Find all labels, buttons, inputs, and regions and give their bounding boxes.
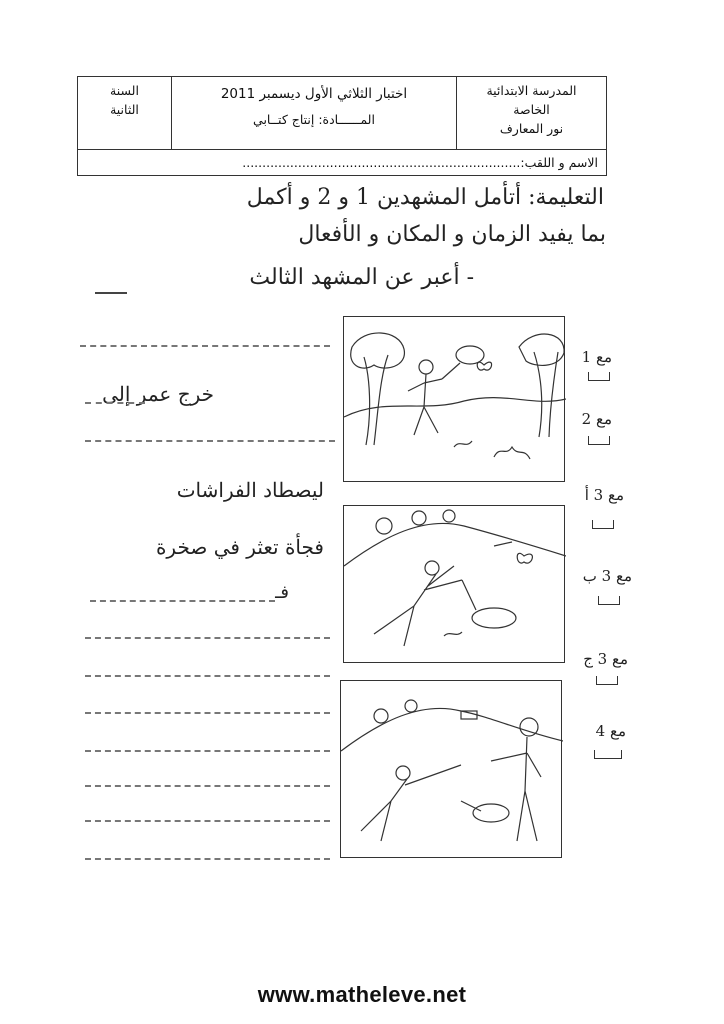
writing-line — [85, 712, 330, 714]
header-table — [77, 76, 607, 176]
mark-box-3 — [592, 520, 614, 529]
instruction-line3: - أعبر عن المشهد الثالث — [249, 265, 474, 290]
exam-cell — [171, 77, 456, 149]
school-name-line2: الخاصة — [513, 102, 550, 117]
mark-label-4: مع 3 ب — [582, 567, 632, 585]
header-top-row — [78, 77, 606, 150]
writing-line — [85, 858, 330, 860]
mark-box-6 — [594, 750, 622, 759]
scene-2-illustration — [343, 505, 565, 663]
grade-cell — [78, 77, 171, 149]
writing-line — [80, 345, 330, 347]
grade-line2: الثانية — [110, 102, 139, 117]
instruction-dash — [95, 292, 127, 294]
school-cell — [456, 77, 606, 149]
mark-label-1: مع 1 — [581, 348, 612, 366]
scene-3-drawing — [341, 681, 563, 859]
grade-line1: السنة — [110, 83, 139, 98]
instruction-line1: التعليمة: أتأمل المشهدين 1 و 2 و أكمل — [246, 185, 604, 210]
scene-2-drawing — [344, 506, 566, 664]
writing-line — [85, 402, 145, 404]
writing-line — [85, 750, 330, 752]
writing-line — [85, 785, 330, 787]
mark-label-5: مع 3 ج — [583, 650, 628, 668]
mark-box-1 — [588, 372, 610, 381]
writing-line — [85, 637, 330, 639]
answer-line-2: ليصطاد الفراشات — [176, 478, 324, 502]
instruction-line2: بما يفيد الزمان و المكان و الأفعال — [298, 222, 606, 247]
writing-line — [85, 675, 330, 677]
scene-1-drawing — [344, 317, 566, 483]
answer-line-4: فـ — [275, 582, 289, 603]
mark-box-4 — [598, 596, 620, 605]
school-name-line1: المدرسة الابتدائية — [486, 83, 577, 98]
name-field-label: الاسم و اللقب:...................................................................... — [242, 155, 598, 170]
mark-label-2: مع 2 — [581, 410, 612, 428]
answer-line-3: فجأة تعثر في صخرة — [155, 535, 324, 559]
mark-box-2 — [588, 436, 610, 445]
writing-line — [90, 600, 275, 602]
mark-label-3: مع 3 أ — [584, 486, 624, 504]
writing-line — [85, 820, 330, 822]
mark-box-5 — [596, 676, 618, 685]
school-name-line3: نور المعارف — [499, 121, 564, 136]
footer-url: www.matheleve.net — [257, 982, 467, 1007]
mark-label-6: مع 4 — [595, 722, 626, 740]
writing-line — [85, 440, 335, 442]
scene-3-illustration — [340, 680, 562, 858]
scene-1-illustration — [343, 316, 565, 482]
exam-title: اختبار الثلاثي الأول ديسمبر 2011 — [220, 86, 408, 102]
subject-label: المــــــادة: إنتاج كتــابي — [253, 112, 375, 127]
answer-line-1: خرج عمر إلى — [102, 382, 214, 406]
